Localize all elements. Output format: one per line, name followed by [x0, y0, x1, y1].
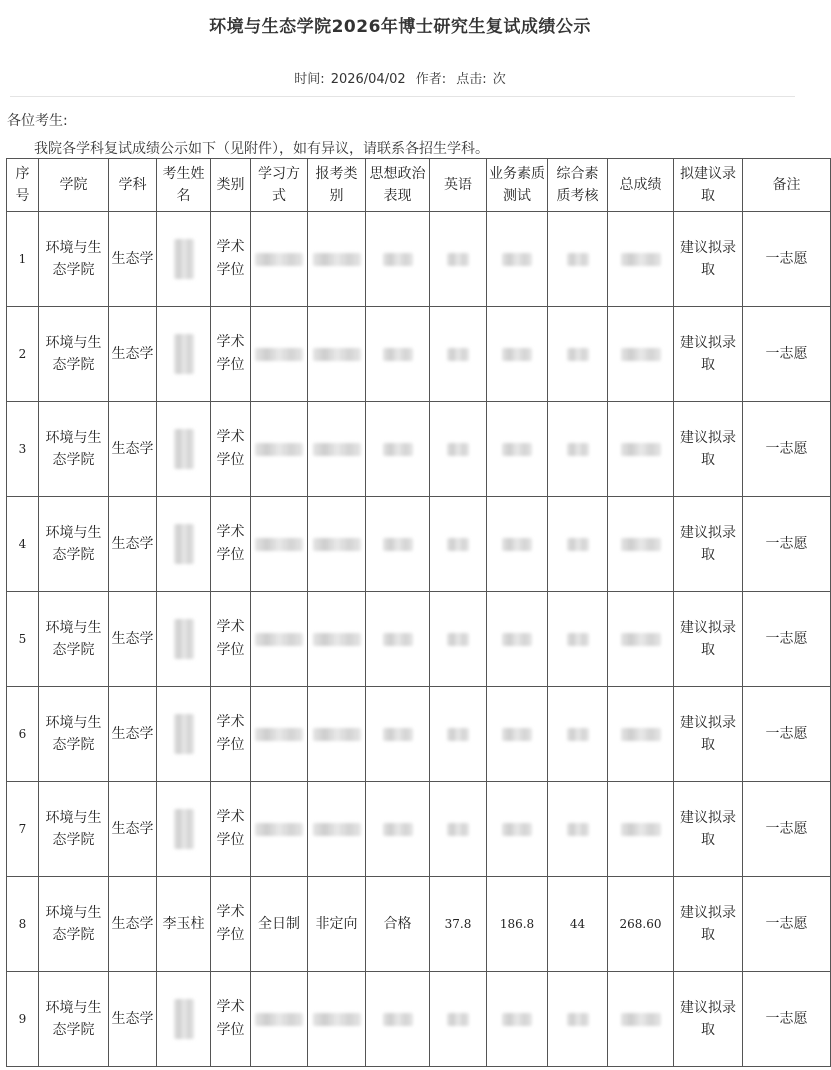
cell-english	[430, 402, 487, 497]
redacted-value	[567, 1013, 589, 1026]
cell-subject: 生态学	[109, 687, 157, 782]
cell-comprehensive	[548, 592, 608, 687]
cell-subject: 生态学	[109, 307, 157, 402]
cell-political	[366, 782, 430, 877]
cell-subject: 生态学	[109, 782, 157, 877]
cell-remarks: 一志愿	[743, 782, 831, 877]
cell-business	[487, 782, 548, 877]
time-value: 2026/04/02	[330, 72, 406, 87]
redacted-value	[567, 443, 589, 456]
cell-english	[430, 782, 487, 877]
cell-subject: 生态学	[109, 402, 157, 497]
redacted-value	[567, 538, 589, 551]
cell-business	[487, 212, 548, 307]
cell-total	[608, 687, 674, 782]
cell-category: 学术学位	[211, 497, 251, 592]
cell-english	[430, 212, 487, 307]
cell-subject: 生态学	[109, 972, 157, 1067]
redacted-value	[567, 728, 589, 741]
cell-total	[608, 307, 674, 402]
cell-category: 学术学位	[211, 877, 251, 972]
redacted-value	[174, 619, 194, 659]
redacted-value	[502, 728, 532, 741]
cell-college: 环境与生态学院	[39, 212, 109, 307]
cell-english	[430, 972, 487, 1067]
table-row	[7, 972, 831, 1067]
table-row	[7, 877, 831, 972]
redacted-value	[621, 633, 661, 646]
redacted-value	[313, 1013, 361, 1026]
cell-english: 37.8	[430, 877, 487, 972]
cell-name	[157, 402, 211, 497]
cell-exam-type	[308, 402, 366, 497]
cell-idx: 8	[7, 877, 39, 972]
cell-proposed: 建议拟录取	[674, 212, 743, 307]
cell-total	[608, 212, 674, 307]
cell-political: 合格	[366, 877, 430, 972]
header-english: 英语	[430, 159, 487, 212]
cell-idx: 9	[7, 972, 39, 1067]
redacted-value	[255, 348, 303, 361]
redacted-value	[313, 443, 361, 456]
table-row	[7, 782, 831, 877]
redacted-value	[567, 348, 589, 361]
cell-college: 环境与生态学院	[39, 402, 109, 497]
header-business: 业务素质测试	[487, 159, 548, 212]
table-row	[7, 497, 831, 592]
cell-college: 环境与生态学院	[39, 497, 109, 592]
redacted-value	[447, 348, 469, 361]
cell-proposed: 建议拟录取	[674, 877, 743, 972]
page-title: 环境与生态学院2026年博士研究生复试成绩公示	[209, 17, 591, 37]
cell-total	[608, 782, 674, 877]
header-idx: 序号	[7, 159, 39, 212]
cell-comprehensive	[548, 497, 608, 592]
redacted-value	[621, 253, 661, 266]
table-row	[7, 212, 831, 307]
article-meta	[0, 68, 800, 87]
redacted-value	[174, 524, 194, 564]
cell-comprehensive	[548, 307, 608, 402]
cell-total	[608, 402, 674, 497]
scores-table	[6, 158, 831, 1067]
redacted-value	[567, 253, 589, 266]
cell-category: 学术学位	[211, 592, 251, 687]
cell-name	[157, 212, 211, 307]
redacted-value	[255, 538, 303, 551]
cell-english	[430, 307, 487, 402]
header-exam-type: 报考类别	[308, 159, 366, 212]
cell-exam-type	[308, 592, 366, 687]
redacted-value	[447, 253, 469, 266]
redacted-value	[174, 809, 194, 849]
table-header-row	[7, 159, 831, 212]
cell-remarks: 一志愿	[743, 972, 831, 1067]
cell-category: 学术学位	[211, 782, 251, 877]
header-remarks: 备注	[743, 159, 831, 212]
header-study-mode: 学习方式	[251, 159, 308, 212]
header-total: 总成绩	[608, 159, 674, 212]
redacted-value	[502, 633, 532, 646]
scores-table-container	[6, 158, 808, 1070]
redacted-value	[502, 823, 532, 836]
cell-name	[157, 687, 211, 782]
cell-college: 环境与生态学院	[39, 687, 109, 782]
redacted-value	[383, 1013, 413, 1026]
redacted-value	[502, 253, 532, 266]
redacted-value	[447, 633, 469, 646]
cell-exam-type	[308, 782, 366, 877]
cell-category: 学术学位	[211, 687, 251, 782]
cell-category: 学术学位	[211, 402, 251, 497]
cell-name	[157, 782, 211, 877]
redacted-value	[383, 348, 413, 361]
cell-subject: 生态学	[109, 877, 157, 972]
redacted-value	[621, 823, 661, 836]
cell-comprehensive	[548, 972, 608, 1067]
cell-name: 李玉柱	[157, 877, 211, 972]
redacted-value	[255, 253, 303, 266]
header-proposed: 拟建议录取	[674, 159, 743, 212]
redacted-value	[621, 1013, 661, 1026]
greeting: 各位考生:	[7, 113, 68, 129]
cell-college: 环境与生态学院	[39, 972, 109, 1067]
header-name: 考生姓名	[157, 159, 211, 212]
cell-subject: 生态学	[109, 592, 157, 687]
redacted-value	[447, 443, 469, 456]
redacted-value	[447, 728, 469, 741]
clicks-label: 点击:	[456, 72, 487, 87]
cell-comprehensive	[548, 212, 608, 307]
cell-college: 环境与生态学院	[39, 307, 109, 402]
redacted-value	[447, 1013, 469, 1026]
cell-political	[366, 307, 430, 402]
author-label: 作者:	[415, 72, 447, 87]
redacted-value	[621, 348, 661, 361]
cell-study-mode	[251, 307, 308, 402]
clicks-suffix: 次	[492, 72, 506, 87]
cell-comprehensive	[548, 402, 608, 497]
cell-comprehensive: 44	[548, 877, 608, 972]
redacted-value	[174, 239, 194, 279]
redacted-value	[174, 714, 194, 754]
redacted-value	[174, 429, 194, 469]
cell-name	[157, 972, 211, 1067]
redacted-value	[313, 728, 361, 741]
redacted-value	[174, 334, 194, 374]
redacted-value	[567, 633, 589, 646]
cell-study-mode	[251, 687, 308, 782]
redacted-value	[383, 633, 413, 646]
redacted-value	[621, 728, 661, 741]
cell-remarks: 一志愿	[743, 307, 831, 402]
cell-proposed: 建议拟录取	[674, 497, 743, 592]
header-category: 类别	[211, 159, 251, 212]
cell-political	[366, 402, 430, 497]
redacted-value	[567, 823, 589, 836]
redacted-value	[502, 538, 532, 551]
cell-business	[487, 687, 548, 782]
cell-idx: 7	[7, 782, 39, 877]
redacted-value	[621, 538, 661, 551]
table-row	[7, 402, 831, 497]
cell-college: 环境与生态学院	[39, 592, 109, 687]
cell-idx: 2	[7, 307, 39, 402]
intro-text: 我院各学科复试成绩公示如下（见附件），如有异议，请联系各招生学科。	[34, 141, 489, 157]
table-row	[7, 307, 831, 402]
redacted-value	[502, 443, 532, 456]
cell-exam-type	[308, 972, 366, 1067]
divider	[10, 96, 795, 97]
cell-english	[430, 687, 487, 782]
cell-idx: 5	[7, 592, 39, 687]
redacted-value	[313, 348, 361, 361]
header-comprehensive: 综合素质考核	[548, 159, 608, 212]
cell-proposed: 建议拟录取	[674, 402, 743, 497]
cell-idx: 3	[7, 402, 39, 497]
redacted-value	[383, 728, 413, 741]
cell-study-mode	[251, 402, 308, 497]
time-label: 时间:	[294, 72, 325, 87]
cell-political	[366, 687, 430, 782]
cell-name	[157, 497, 211, 592]
cell-total	[608, 972, 674, 1067]
redacted-value	[174, 999, 194, 1039]
cell-proposed: 建议拟录取	[674, 592, 743, 687]
cell-study-mode	[251, 212, 308, 307]
cell-remarks: 一志愿	[743, 212, 831, 307]
cell-proposed: 建议拟录取	[674, 972, 743, 1067]
redacted-value	[313, 823, 361, 836]
cell-idx: 6	[7, 687, 39, 782]
cell-political	[366, 592, 430, 687]
cell-study-mode	[251, 497, 308, 592]
redacted-value	[447, 823, 469, 836]
redacted-value	[255, 633, 303, 646]
cell-study-mode: 全日制	[251, 877, 308, 972]
redacted-value	[383, 538, 413, 551]
cell-study-mode	[251, 972, 308, 1067]
cell-name	[157, 307, 211, 402]
cell-total	[608, 592, 674, 687]
cell-business	[487, 592, 548, 687]
redacted-value	[255, 443, 303, 456]
cell-business	[487, 307, 548, 402]
cell-comprehensive	[548, 687, 608, 782]
cell-category: 学术学位	[211, 212, 251, 307]
cell-exam-type	[308, 687, 366, 782]
cell-political	[366, 212, 430, 307]
redacted-value	[313, 538, 361, 551]
cell-category: 学术学位	[211, 972, 251, 1067]
table-row	[7, 687, 831, 782]
cell-remarks: 一志愿	[743, 402, 831, 497]
cell-remarks: 一志愿	[743, 877, 831, 972]
cell-total	[608, 497, 674, 592]
redacted-value	[502, 348, 532, 361]
redacted-value	[447, 538, 469, 551]
cell-political	[366, 972, 430, 1067]
redacted-value	[313, 633, 361, 646]
cell-english	[430, 497, 487, 592]
cell-total: 268.60	[608, 877, 674, 972]
cell-name	[157, 592, 211, 687]
redacted-value	[502, 1013, 532, 1026]
cell-political	[366, 497, 430, 592]
cell-subject: 生态学	[109, 212, 157, 307]
redacted-value	[255, 1013, 303, 1026]
cell-college: 环境与生态学院	[39, 782, 109, 877]
cell-subject: 生态学	[109, 497, 157, 592]
cell-remarks: 一志愿	[743, 687, 831, 782]
cell-english	[430, 592, 487, 687]
redacted-value	[313, 253, 361, 266]
cell-college: 环境与生态学院	[39, 877, 109, 972]
cell-study-mode	[251, 592, 308, 687]
redacted-value	[383, 823, 413, 836]
cell-exam-type	[308, 497, 366, 592]
header-college: 学院	[39, 159, 109, 212]
cell-proposed: 建议拟录取	[674, 307, 743, 402]
cell-exam-type	[308, 307, 366, 402]
redacted-value	[621, 443, 661, 456]
cell-business	[487, 497, 548, 592]
cell-exam-type	[308, 212, 366, 307]
table-row	[7, 592, 831, 687]
cell-proposed: 建议拟录取	[674, 782, 743, 877]
cell-business: 186.8	[487, 877, 548, 972]
cell-proposed: 建议拟录取	[674, 687, 743, 782]
redacted-value	[383, 443, 413, 456]
redacted-value	[383, 253, 413, 266]
cell-business	[487, 402, 548, 497]
cell-business	[487, 972, 548, 1067]
cell-idx: 1	[7, 212, 39, 307]
redacted-value	[255, 823, 303, 836]
header-subject: 学科	[109, 159, 157, 212]
cell-remarks: 一志愿	[743, 592, 831, 687]
cell-remarks: 一志愿	[743, 497, 831, 592]
cell-idx: 4	[7, 497, 39, 592]
redacted-value	[255, 728, 303, 741]
cell-comprehensive	[548, 782, 608, 877]
cell-study-mode	[251, 782, 308, 877]
cell-category: 学术学位	[211, 307, 251, 402]
cell-exam-type: 非定向	[308, 877, 366, 972]
header-political: 思想政治表现	[366, 159, 430, 212]
